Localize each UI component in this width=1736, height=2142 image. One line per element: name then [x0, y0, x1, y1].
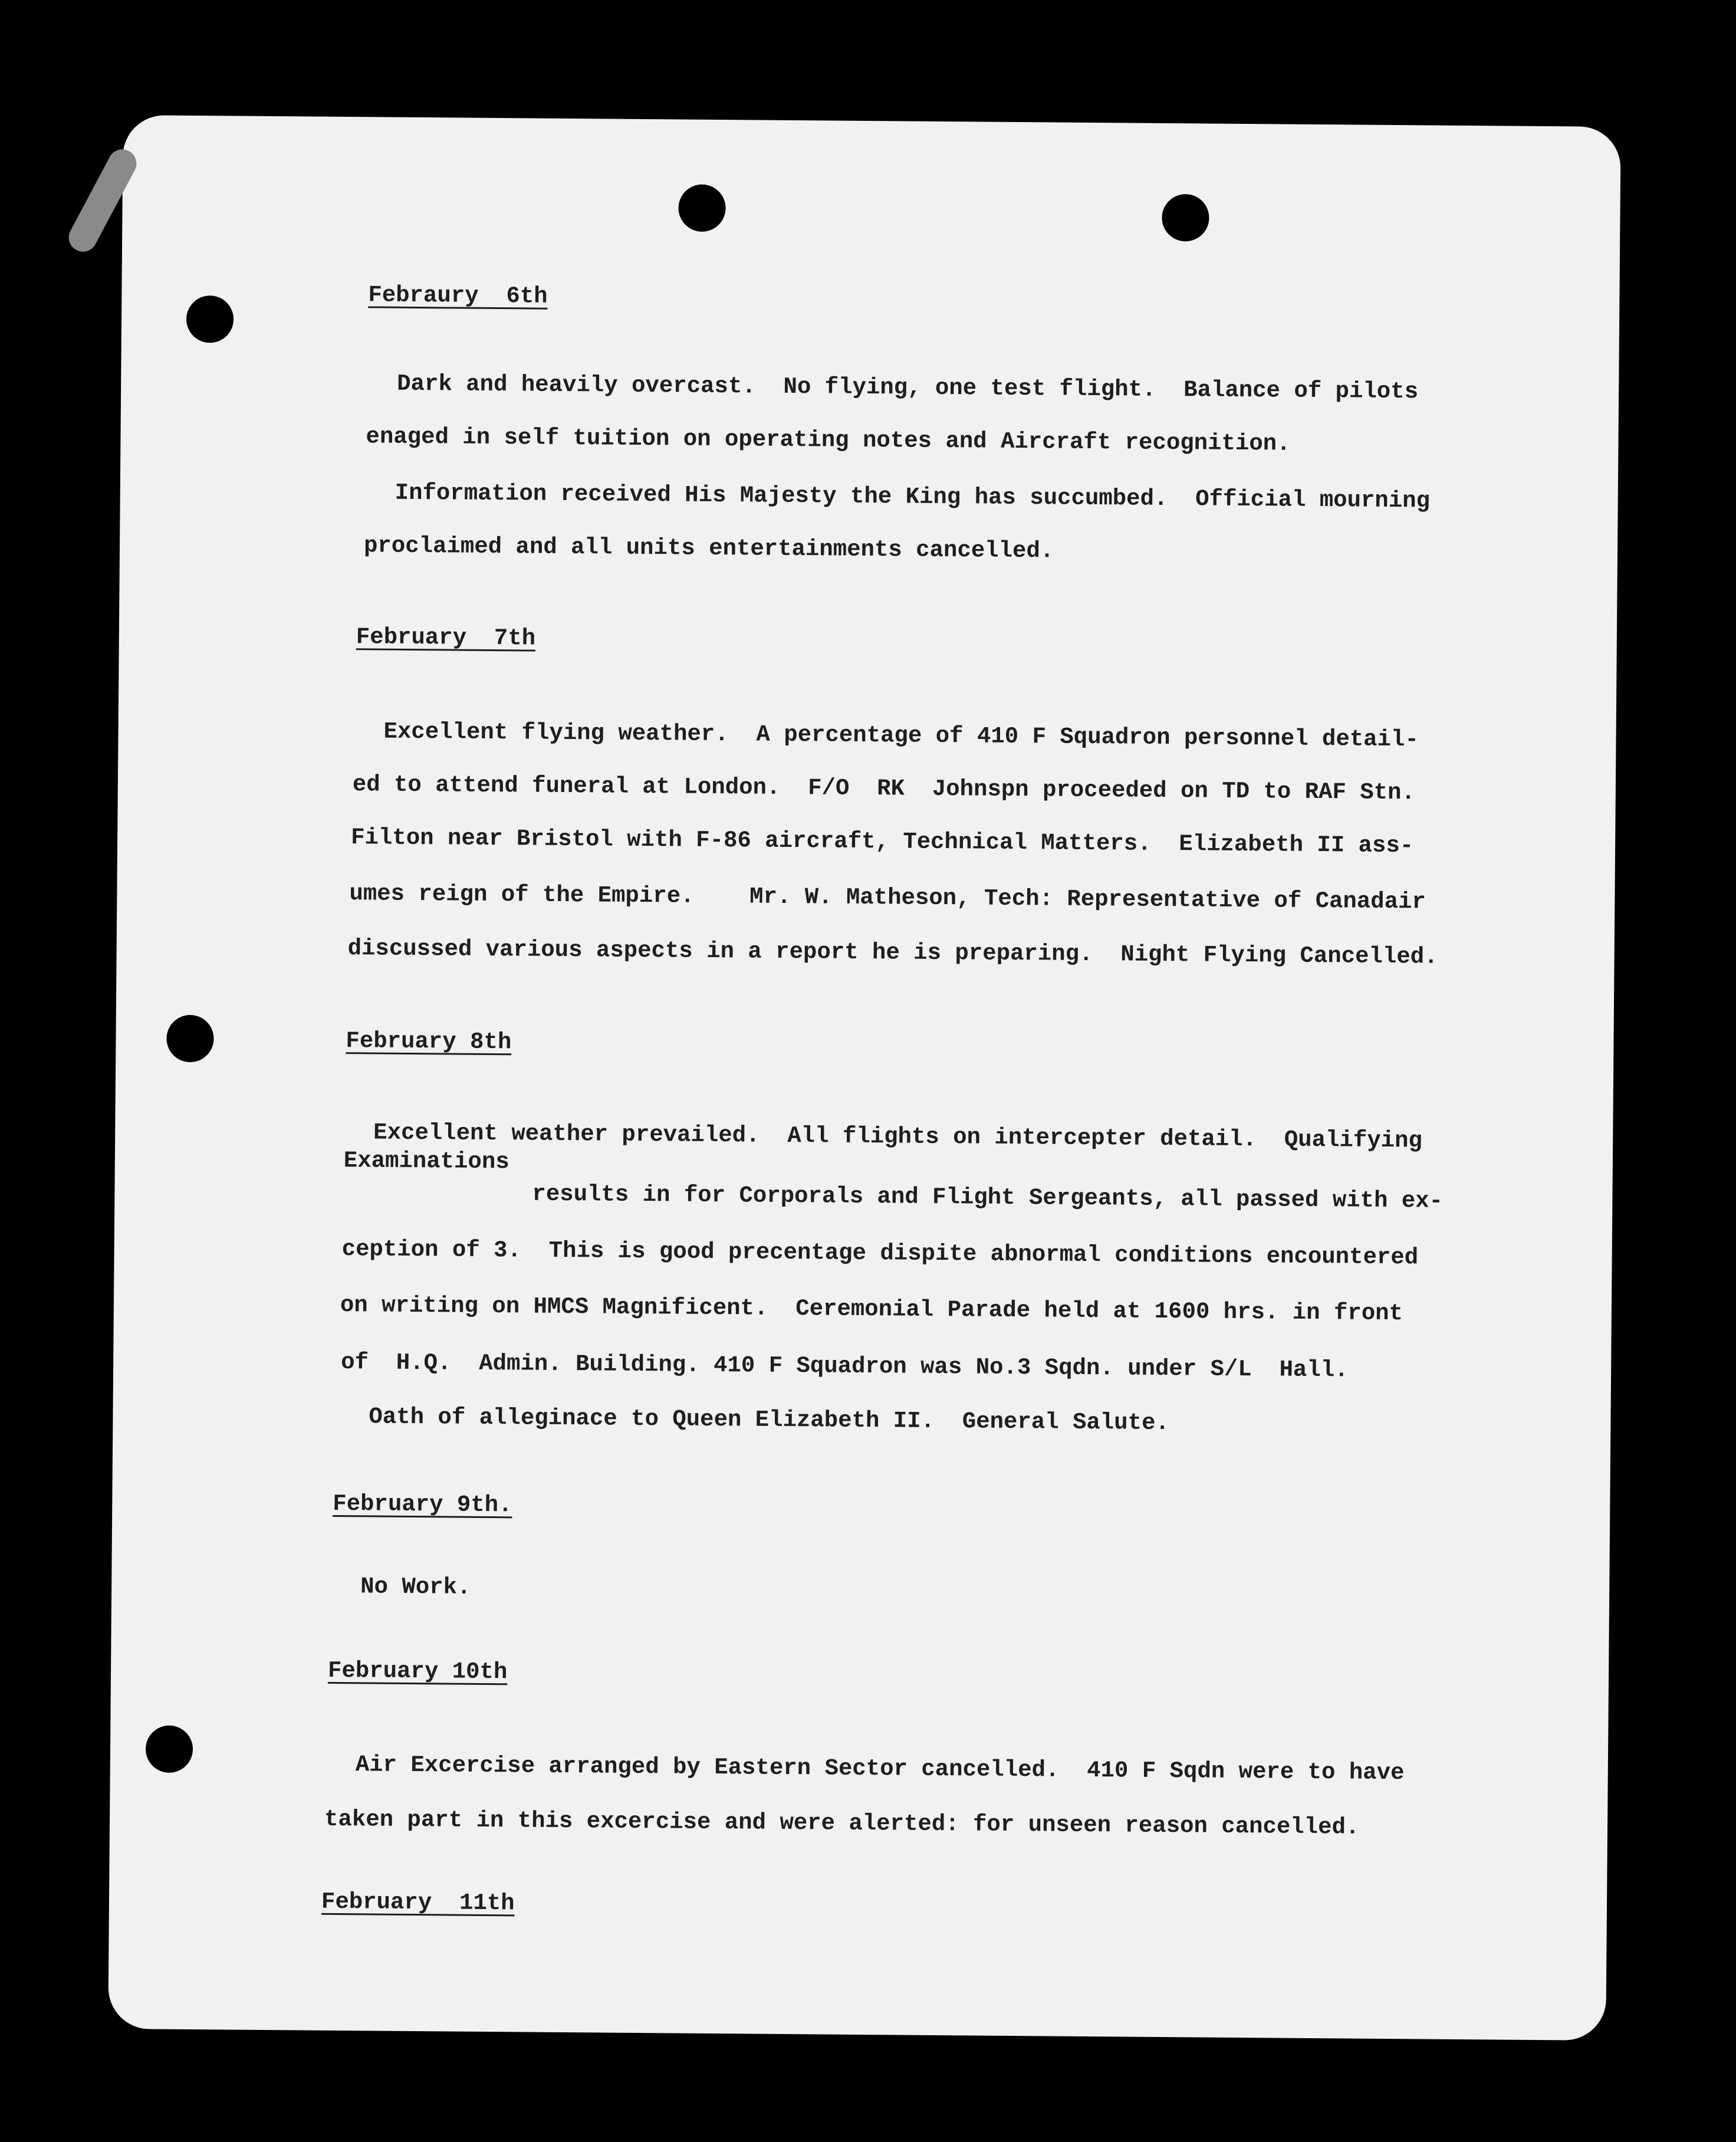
entry-line: Information received His Majesty the King has succumbed. Official mourning — [394, 479, 1431, 514]
entry-line: discussed various aspects in a report he is preparing. Night Flying Cancelled. — [347, 935, 1438, 970]
entry-line: Excellent flying weather. A percentage of 410 F Squadron personnel detail- — [383, 718, 1419, 753]
entry-line: Examinations — [343, 1148, 509, 1175]
entry-line: Air Excercise arranged by Eastern Sector cancelled. 410 F Sqdn were to have — [355, 1752, 1405, 1786]
entry-line: No Work. — [360, 1573, 471, 1601]
entry-heading-feb-11: February 11th — [321, 1888, 515, 1917]
entry-heading-text: February 9th — [333, 1490, 499, 1519]
entry-line: ed to attend funeral at London. F/O RK Johnspn proceeded on TD to RAF Stn. — [352, 771, 1416, 806]
entry-line: proclaimed and all units entertainments cancelled. — [363, 533, 1054, 564]
entry-heading-feb-9 — [333, 1491, 512, 1518]
entry-line: ception of 3. This is good precentage dispite abnormal conditions encountered — [341, 1236, 1419, 1271]
entry-line: Excellent weather prevailed. All flights on intercepter detail. Qualifying — [373, 1119, 1423, 1154]
entry-heading-feb-6: Febraury 6th — [368, 282, 548, 310]
entry-heading-feb-7: February 7th — [356, 624, 536, 652]
entry-line: results in for Corporals and Flight Sergeants, all passed with ex- — [532, 1181, 1444, 1214]
entry-line: enaged in self tuition on operating notes and Aircraft recognition. — [366, 423, 1291, 457]
entry-line: Filton near Bristol with F-86 aircraft, Technical Matters. Elizabeth II ass- — [350, 824, 1414, 859]
document-page — [108, 115, 1620, 2041]
entry-heading-feb-8: February 8th — [346, 1028, 512, 1056]
entry-line: taken part in this excercise and were alerted: for unseen reason cancelled. — [324, 1806, 1360, 1841]
entry-heading-feb-10: February 10th — [327, 1657, 508, 1686]
entry-line: Dark and heavily overcast. No flying, one test flight. Balance of pilots — [397, 370, 1419, 405]
entry-line: of H.Q. Admin. Building. 410 F Squadron was No.3 Sqdn. under S/L Hall. — [341, 1349, 1349, 1384]
entry-heading-suffix: . — [498, 1492, 512, 1519]
entry-line: umes reign of the Empire. Mr. W. Matheson, Tech: Representative of Canadair — [349, 881, 1426, 915]
typed-diary — [108, 115, 1620, 2041]
entry-line: on writing on HMCS Magnificent. Ceremonial Parade held at 1600 hrs. in front — [340, 1292, 1403, 1327]
entry-line: Oath of alleginace to Queen Elizabeth II. General Salute. — [369, 1404, 1170, 1437]
